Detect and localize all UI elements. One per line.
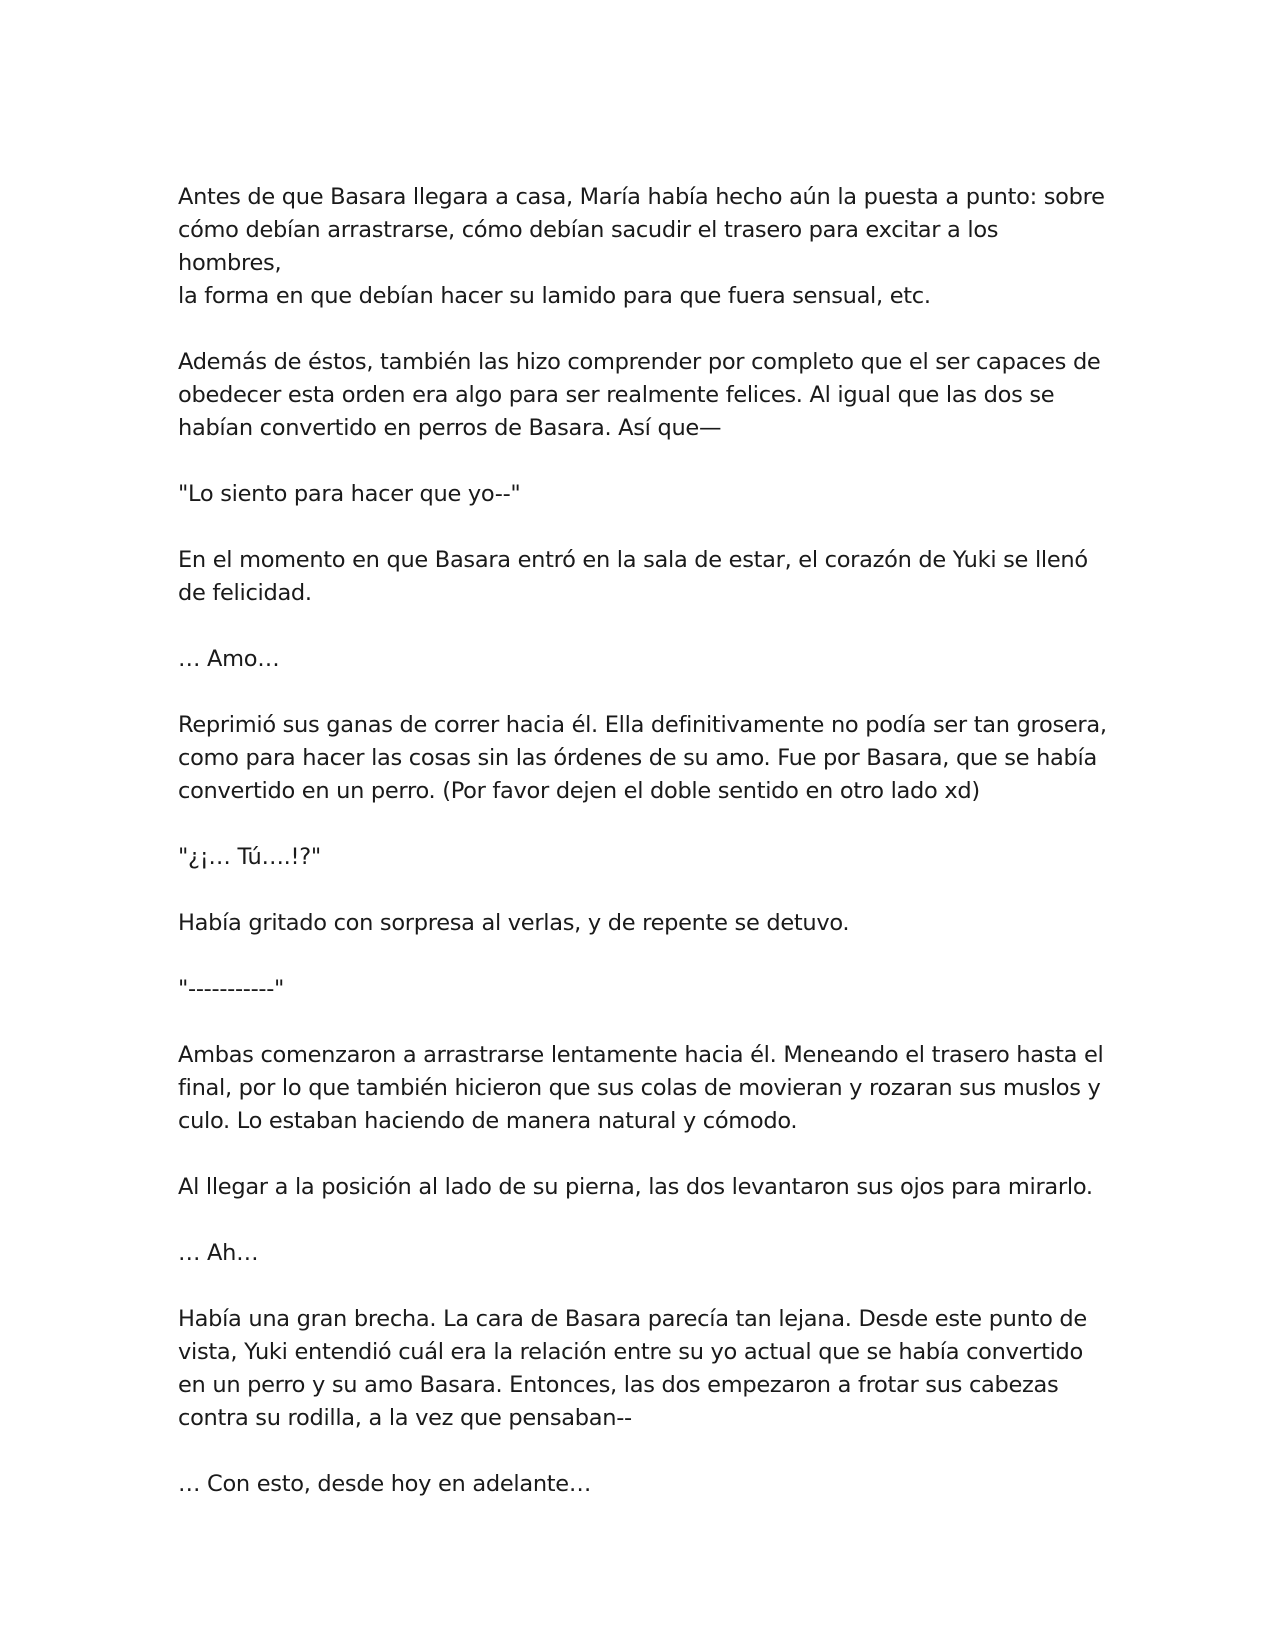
paragraph-5: … Amo… <box>178 646 280 672</box>
paragraph-4: En el momento en que Basara entró en la sala de estar, el corazón de Yuki se llenó de felicidad. <box>178 547 1088 606</box>
paragraph-1: Antes de que Basara llegara a casa, María había hecho aún la puesta a punto: sobre cómo debían arrastrarse, cómo debían sacudir el trasero para excitar a los hombres, la forma en que debían hacer su lamido para que fuera sensual, etc. <box>178 184 1105 309</box>
paragraph-13: Había una gran brecha. La cara de Basara parecía tan lejana. Desde este punto de vista, Yuki entendió cuál era la relación entre su yo actual que se había convertido en un perro y su amo Basara. Entonces, las dos empezaron a frotar sus cabezas contra su rodilla, a la vez que pensaban-- <box>178 1306 1087 1431</box>
paragraph-14: … Con esto, desde hoy en adelante… <box>178 1471 592 1497</box>
document-body <box>178 181 1108 1534</box>
paragraph-9: "-----------" <box>178 976 285 1002</box>
paragraph-8: Había gritado con sorpresa al verlas, y de repente se detuvo. <box>178 910 850 936</box>
paragraph-3: "Lo siento para hacer que yo--" <box>178 481 521 507</box>
paragraph-2: Además de éstos, también las hizo comprender por completo que el ser capaces de obedecer esta orden era algo para ser realmente felices. Al igual que las dos se habían convertido en perros de Basara. Así que— <box>178 349 1101 441</box>
paragraph-11: Al llegar a la posición al lado de su pierna, las dos levantaron sus ojos para mirarlo. <box>178 1174 1093 1200</box>
paragraph-12: … Ah… <box>178 1240 259 1266</box>
paragraph-10: Ambas comenzaron a arrastrarse lentamente hacia él. Meneando el trasero hasta el final, por lo que también hicieron que sus colas de movieran y rozaran sus muslos y culo. Lo estaban haciendo de manera natural y cómodo. <box>178 1042 1104 1134</box>
paragraph-6: Reprimió sus ganas de correr hacia él. Ella definitivamente no podía ser tan grosera, como para hacer las cosas sin las órdenes de su amo. Fue por Basara, que se había convertido en un perro. (Por favor dejen el doble sentido en otro lado xd) <box>178 712 1107 804</box>
paragraph-7: "¿¡… Tú….!?" <box>178 844 321 870</box>
